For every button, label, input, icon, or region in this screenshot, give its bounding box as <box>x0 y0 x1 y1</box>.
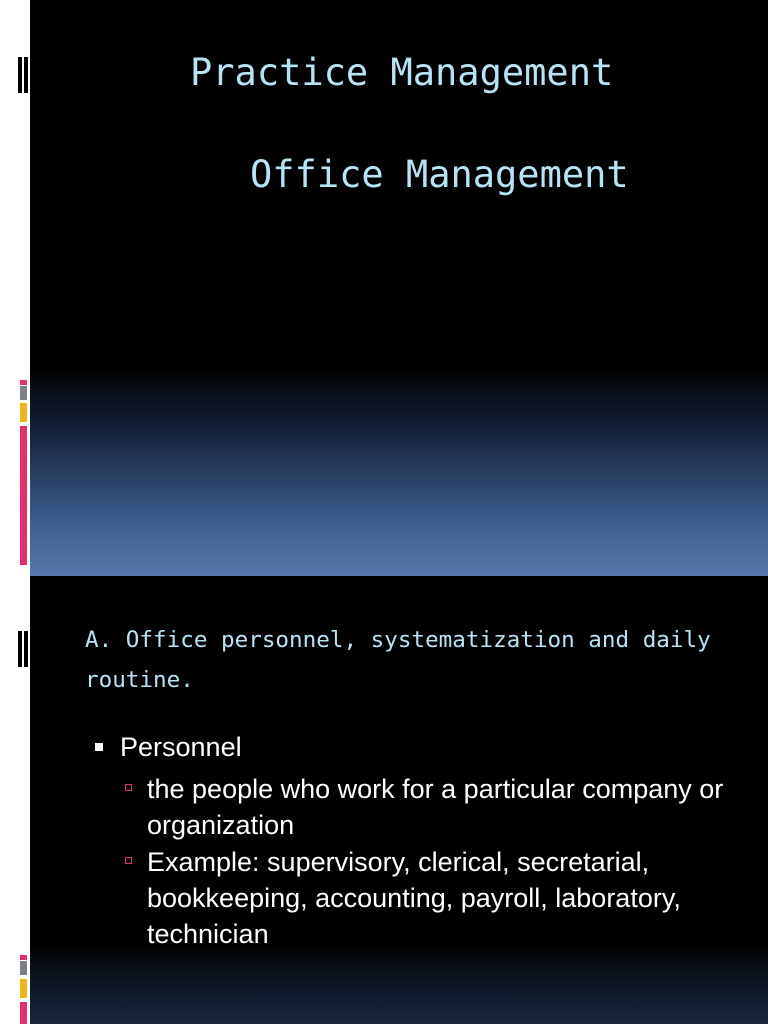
slide-heading: A. Office personnel, systematization and daily routine. <box>85 627 711 693</box>
bullet-text: Personnel <box>120 732 242 762</box>
slide-1 <box>30 0 768 576</box>
square-bullet-icon <box>95 743 103 751</box>
edge-bar-icon <box>24 631 28 667</box>
edge-accent-pink <box>20 1002 27 1024</box>
edge-bar-icon <box>18 57 22 93</box>
slide-subtitle: Office Management <box>250 153 629 196</box>
sub-bullet-text: Example: supervisory, clerical, secretarial, bookkeeping, accounting, payroll, laboratory, technician <box>147 847 681 949</box>
edge-accent-gray <box>20 386 27 400</box>
edge-accent-pink <box>20 380 27 385</box>
edge-accent-yellow <box>20 403 27 422</box>
edge-accent-pink <box>20 426 27 565</box>
edge-bar-icon <box>18 631 22 667</box>
sub-bullet-text: the people who work for a particular company or organization <box>147 774 724 840</box>
slide-2 <box>30 576 768 1024</box>
sub-bullet-item <box>147 771 737 843</box>
edge-accent-pink <box>20 955 27 960</box>
hollow-square-bullet-icon <box>125 784 132 791</box>
bullet-item-personnel <box>120 729 242 765</box>
hollow-square-bullet-icon <box>125 857 132 864</box>
sub-bullet-item <box>147 844 737 952</box>
edge-accent-yellow <box>20 979 27 998</box>
edge-accent-gray <box>20 961 27 975</box>
edge-bar-icon <box>24 57 28 93</box>
slide-title: Practice Management <box>190 51 614 94</box>
